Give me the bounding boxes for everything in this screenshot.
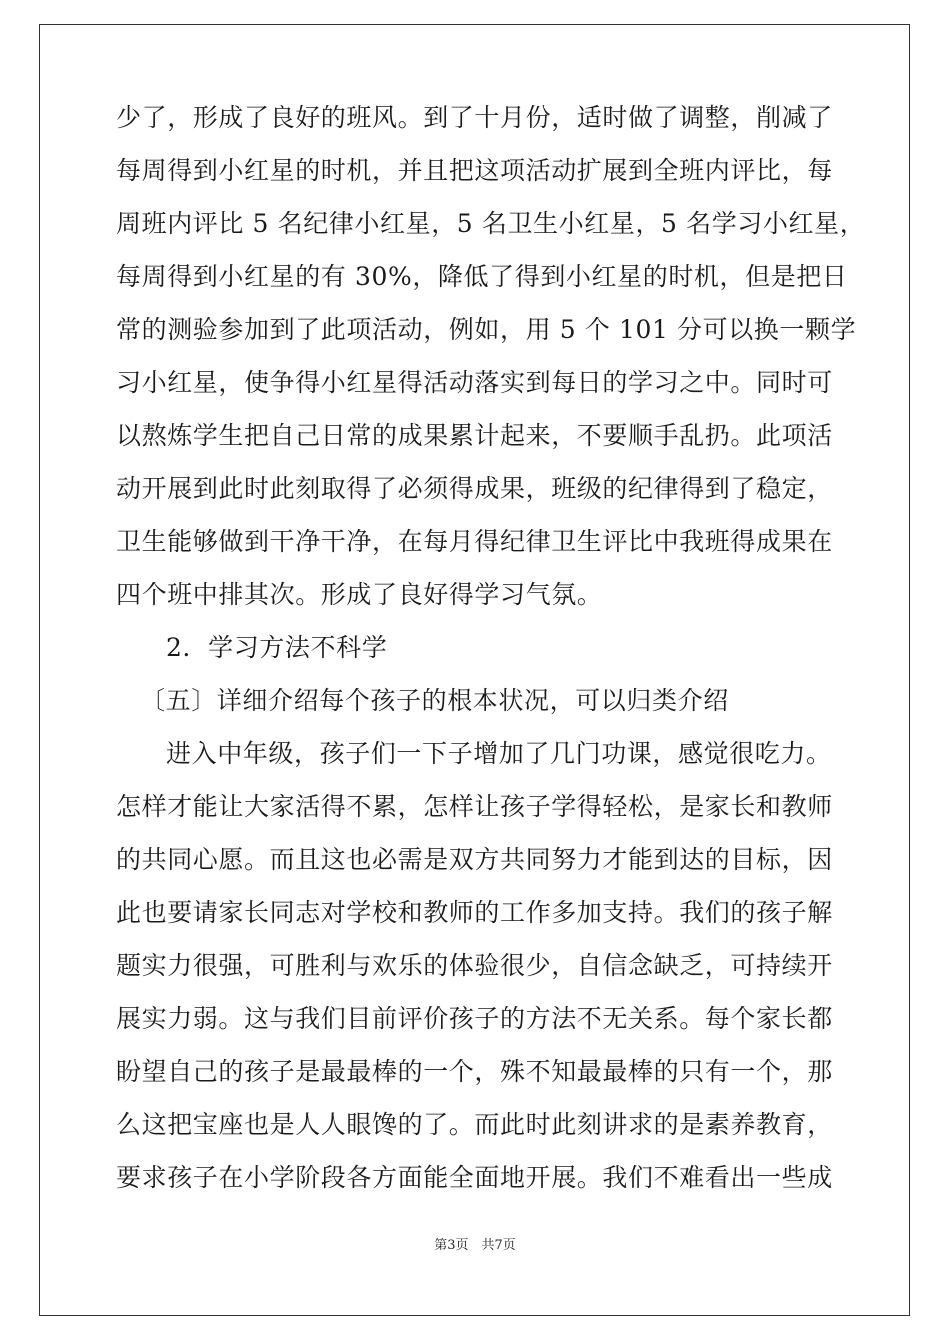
text-line: 么这把宝座也是人人眼馋的了。而此时此刻讲求的是素养教育， (116, 1110, 833, 1139)
text-line: 少了，形成了良好的班风。到了十月份，适时做了调整，削减了 (116, 103, 833, 132)
text-line: 卫生能够做到干净干净，在每月得纪律卫生评比中我班得成果在 (116, 527, 833, 556)
text-line: 怎样才能让大家活得不累，怎样让孩子学得轻松，是家长和教师 (116, 792, 833, 821)
text-line: 盼望自己的孩子是最最棒的一个，殊不知最最棒的只有一个，那 (116, 1057, 833, 1086)
section-heading: 2．学习方法不科学 (166, 633, 388, 662)
text-line: 此也要请家长同志对学校和教师的工作多加支持。我们的孩子解 (116, 898, 833, 927)
text-line: 每周得到小红星的时机，并且把这项活动扩展到全班内评比，每 (116, 156, 833, 185)
text-line: 题实力很强，可胜利与欢乐的体验很少，自信念缺乏，可持续开 (116, 951, 833, 980)
text-line: 的共同心愿。而且这也必需是双方共同努力才能到达的目标，因 (116, 845, 833, 874)
text-line: 进入中年级，孩子们一下子增加了几门功课，感觉很吃力。 (166, 739, 832, 768)
text-line: 展实力弱。这与我们目前评价孩子的方法不无关系。每个家长都 (116, 1004, 833, 1033)
text-line: 以熬炼学生把自己日常的成果累计起来，不要顺手乱扔。此项活 (116, 421, 833, 450)
text-line: 四个班中排其次。形成了良好得学习气氛。 (116, 580, 603, 609)
text-line: 习小红星，使争得小红星得活动落实到每日的学习之中。同时可 (116, 368, 833, 397)
section-heading: 〔五〕详细介绍每个孩子的根本状况，可以归类介绍 (140, 686, 729, 715)
text-line: 要求孩子在小学阶段各方面能全面地开展。我们不难看出一些成 (116, 1163, 833, 1192)
page-number: 第3页 共7页 (434, 1238, 516, 1253)
text-line: 每周得到小红星的有 30%，降低了得到小红星的时机，但是把日 (116, 262, 848, 291)
text-line: 常的测验参加到了此项活动，例如，用 5 个 101 分可以换一颗学 (116, 315, 857, 344)
text-line: 动开展到此时此刻取得了必须得成果，班级的纪律得到了稳定， (116, 474, 833, 503)
text-line: 周班内评比 5 名纪律小红星，5 名卫生小红星，5 名学习小红星， (116, 209, 866, 238)
